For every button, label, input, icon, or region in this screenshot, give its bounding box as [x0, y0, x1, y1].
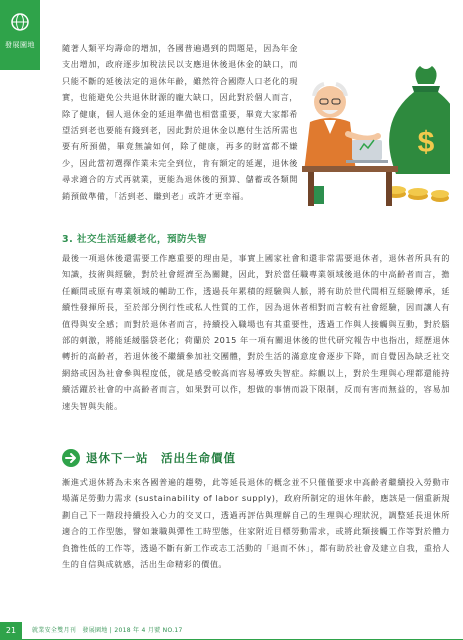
body-paragraph-1: 隨著人類平均壽命的增加，各國普遍遇到的問題是，因為年金支出增加，政府逐步加稅法民以支應退休後退休金的缺口，而只能不斷的延後法定的退休年齡，雖然符合國際人口老化的現實，也能避免公共退休財源的龐大缺口，因此對於個人而言，除了健康，個人退休金的延退準備也相當重要，畢竟大家都希望活到老也要能有錢到老，因此對於退休金以應付生活所需也要有所預備，畢竟無論如何，除了健康，再多的財富都不嫌少，因此當初選擇作業未完全到位，肯有額定的延遲，退休後尋求適合的方式再就業，更能為退休後的預算、儲蓄或各類開銷預做準備，「活到老、賺到老」或許才更幸福。: [62, 43, 298, 201]
section-tab: [0, 0, 40, 70]
retiree-money-illustration: [300, 44, 450, 232]
globe-icon: [10, 12, 30, 32]
svg-text:$: $: [417, 126, 435, 159]
footer-text: 就業安全雙月刊 發展園地 | 2018 年 4 月號 NO.17: [32, 627, 183, 634]
footer: [0, 622, 463, 640]
money-bag-icon: [389, 66, 450, 174]
body-paragraph-2: 最後一項退休後還需要工作應重要的理由是，事實上國家社會和還非常需要退休者，退休者所具有的知識，技術與經驗，對於社會經濟至為關鍵，因此，對於當任職專業領域後退休的中高齡者而言，擔任顧問或原有專業領域的輔助工作，透過長年累積的經驗與人脈，將有助於世代間相互經驗傳承，延續性發揮所長，至於部分例行性或私人性質的工作，因為退休者相對而言較有社會經驗，因而讓人有值得與安全感；而對於退休者而言，持續投入職場也有其重要性，透過工作與人接觸與互動，對於腦部的刺激，將能延緩腦袋老化；荷蘭於 2015 年一項有關退休後的世代研究報告中也指出，經歷退休轉折的高齡者，若退休後不繼續參加社交團體，對於生活的滿意度會逐步下降，而自覺因為缺乏社交網絡或因為社會參與程度低，就是感受較高而容易導致失智症。綜觀以上，對於生理與心理都還能持續活躍於社會的中高齡者而言，如果對可以作，想做的事情而設下限制，反而有害而無益的，容易加速失智與失能。: [62, 253, 450, 411]
section-3-heading: 3. 社交生活延緩老化，預防失智: [62, 234, 208, 245]
arrow-right-circle-icon: [62, 449, 80, 467]
page-number: 21: [0, 622, 22, 640]
main-heading-text: 退休下一站 活出生命價值: [86, 451, 236, 465]
section-tab-label: 發展園地: [5, 41, 35, 49]
body-paragraph-3: 漸進式退休將為未來各國普遍的趨勢，此等延長退休的概念並不只僅僅要求中高齡者繼續投入勞動市場滿足勞動力需求 (sustainability of labor supply)，政府所制定的退休年齡，應該是一個重新規劃自己下一階段持續投入心力的交叉口，透過再評估與理解自己的生理與心理狀況，調整延長退休所適合的工作型態，譬如兼職與彈性工時型態，住家附近目標勞動需求，或將此類接觸工作等對於體力負擔性低的工作等，透過不斷有新工作或志工活動的「退而不休」，都有助於社會及建立自我，重拾人生的自信與成就感，活出生命精彩的價值。: [62, 477, 450, 570]
main-heading: [62, 448, 236, 468]
coins-icon: [386, 186, 449, 202]
